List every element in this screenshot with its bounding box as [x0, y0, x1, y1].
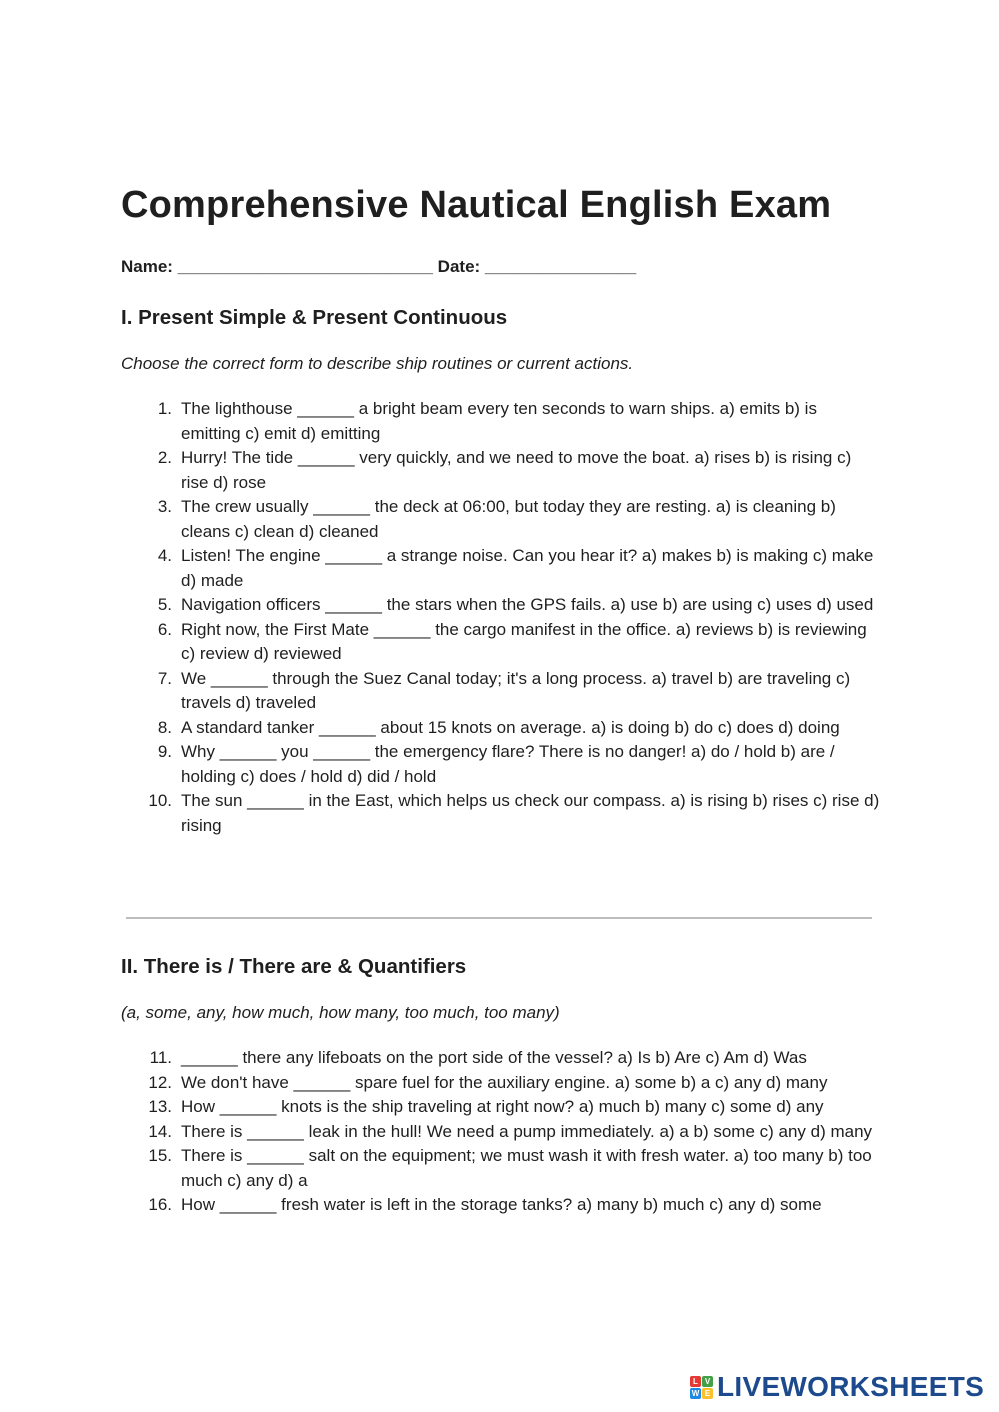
question-item: [121, 593, 881, 618]
question-item: [121, 1046, 881, 1071]
question-number: 4.: [157, 546, 172, 565]
question-number: 3.: [157, 497, 172, 516]
question-number: 11.: [149, 1048, 172, 1067]
question-number: 16.: [148, 1195, 172, 1214]
question-item: [121, 544, 881, 593]
question-text: ______ there any lifeboats on the port side of the vessel? a) Is b) Are c) Am d) Was: [181, 1048, 807, 1067]
question-text: The crew usually ______ the deck at 06:00, but today they are resting. a) is cleaning b) cleans c) clean d) cleaned: [181, 497, 836, 541]
question-number: 1.: [157, 399, 172, 418]
question-item: [121, 1120, 881, 1145]
question-text: We ______ through the Suez Canal today; it's a long process. a) travel b) are traveling c) travels d) traveled: [181, 668, 851, 712]
question-number: 13.: [148, 1097, 172, 1116]
question-item: [121, 397, 881, 446]
question-text: We don't have ______ spare fuel for the auxiliary engine. a) some b) a c) any d) many: [181, 1072, 828, 1092]
question-text: A standard tanker ______ about 15 knots on average. a) is doing b) do c) does d) doing: [181, 717, 840, 737]
question-item: [121, 1095, 881, 1120]
section-2-heading: II. There is / There are & Quantifiers: [121, 955, 467, 978]
question-text: How ______ fresh water is left in the storage tanks? a) many b) much c) any d) some: [181, 1195, 822, 1214]
question-text: Listen! The engine ______ a strange noise. Can you hear it? a) makes b) is making c) make d) made: [181, 546, 874, 590]
question-text: Navigation officers ______ the stars when the GPS fails. a) use b) are using c) uses d) used: [181, 595, 874, 614]
brand-mark-tile: L: [690, 1376, 701, 1387]
question-item: [121, 1193, 881, 1218]
brand-mark-icon: [690, 1376, 713, 1399]
brand-mark-tile: W: [691, 1388, 700, 1398]
name-date-line: Name: ___________________________ Date: ________________: [121, 257, 637, 276]
question-item: [121, 789, 881, 838]
question-number: 14.: [148, 1121, 172, 1141]
section-divider: [126, 917, 872, 919]
question-item: [121, 716, 881, 741]
section-1-questions: [121, 397, 881, 838]
question-text: The lighthouse ______ a bright beam every ten seconds to warn ships. a) emits b) is emitting c) emit d) emitting: [181, 399, 817, 443]
question-number: 15.: [148, 1146, 172, 1165]
section-2-questions: [121, 1046, 881, 1218]
question-number: 6.: [157, 619, 172, 639]
question-text: Why ______ you ______ the emergency flare? There is no danger! a) do / hold b) are / holding c) does / hold d) did / hold: [181, 742, 835, 786]
question-number: 2.: [157, 448, 172, 467]
question-item: [121, 495, 881, 544]
question-number: 5.: [157, 595, 172, 614]
section-2-instruction: (a, some, any, how much, how many, too much, too many): [121, 1003, 560, 1022]
question-item: [121, 618, 881, 667]
question-number: 7.: [157, 668, 172, 688]
question-text: How ______ knots is the ship traveling at right now? a) much b) many c) some d) any: [181, 1097, 824, 1116]
page-title: Comprehensive Nautical English Exam: [121, 184, 832, 226]
question-number: 12.: [148, 1072, 172, 1092]
question-text: Hurry! The tide ______ very quickly, and we need to move the boat. a) rises b) is rising c) rise d) rose: [181, 448, 852, 492]
question-item: [121, 1071, 881, 1096]
question-item: [121, 740, 881, 789]
brand-mark-tile: V: [702, 1376, 713, 1387]
liveworksheets-logo[interactable]: [690, 1372, 984, 1402]
question-number: 10.: [148, 791, 172, 810]
question-number: 8.: [157, 717, 172, 737]
brand-mark-tile: E: [702, 1388, 713, 1399]
question-text: There is ______ salt on the equipment; we must wash it with fresh water. a) too many b) too much c) any d) a: [181, 1146, 872, 1190]
question-text: Right now, the First Mate ______ the cargo manifest in the office. a) reviews b) is reviewing c) review d) reviewed: [181, 619, 867, 663]
question-text: The sun ______ in the East, which helps us check our compass. a) is rising b) rises c) rise d) rising: [181, 791, 880, 835]
question-item: [121, 1144, 881, 1193]
question-number: 9.: [157, 742, 172, 761]
question-text: There is ______ leak in the hull! We need a pump immediately. a) a b) some c) any d) many: [181, 1121, 873, 1141]
section-1-heading: I. Present Simple & Present Continuous: [121, 306, 508, 329]
question-item: [121, 667, 881, 716]
brand-name: LIVEWORKSHEETS: [717, 1371, 985, 1402]
section-1-instruction: Choose the correct form to describe ship routines or current actions.: [121, 354, 634, 373]
question-item: [121, 446, 881, 495]
